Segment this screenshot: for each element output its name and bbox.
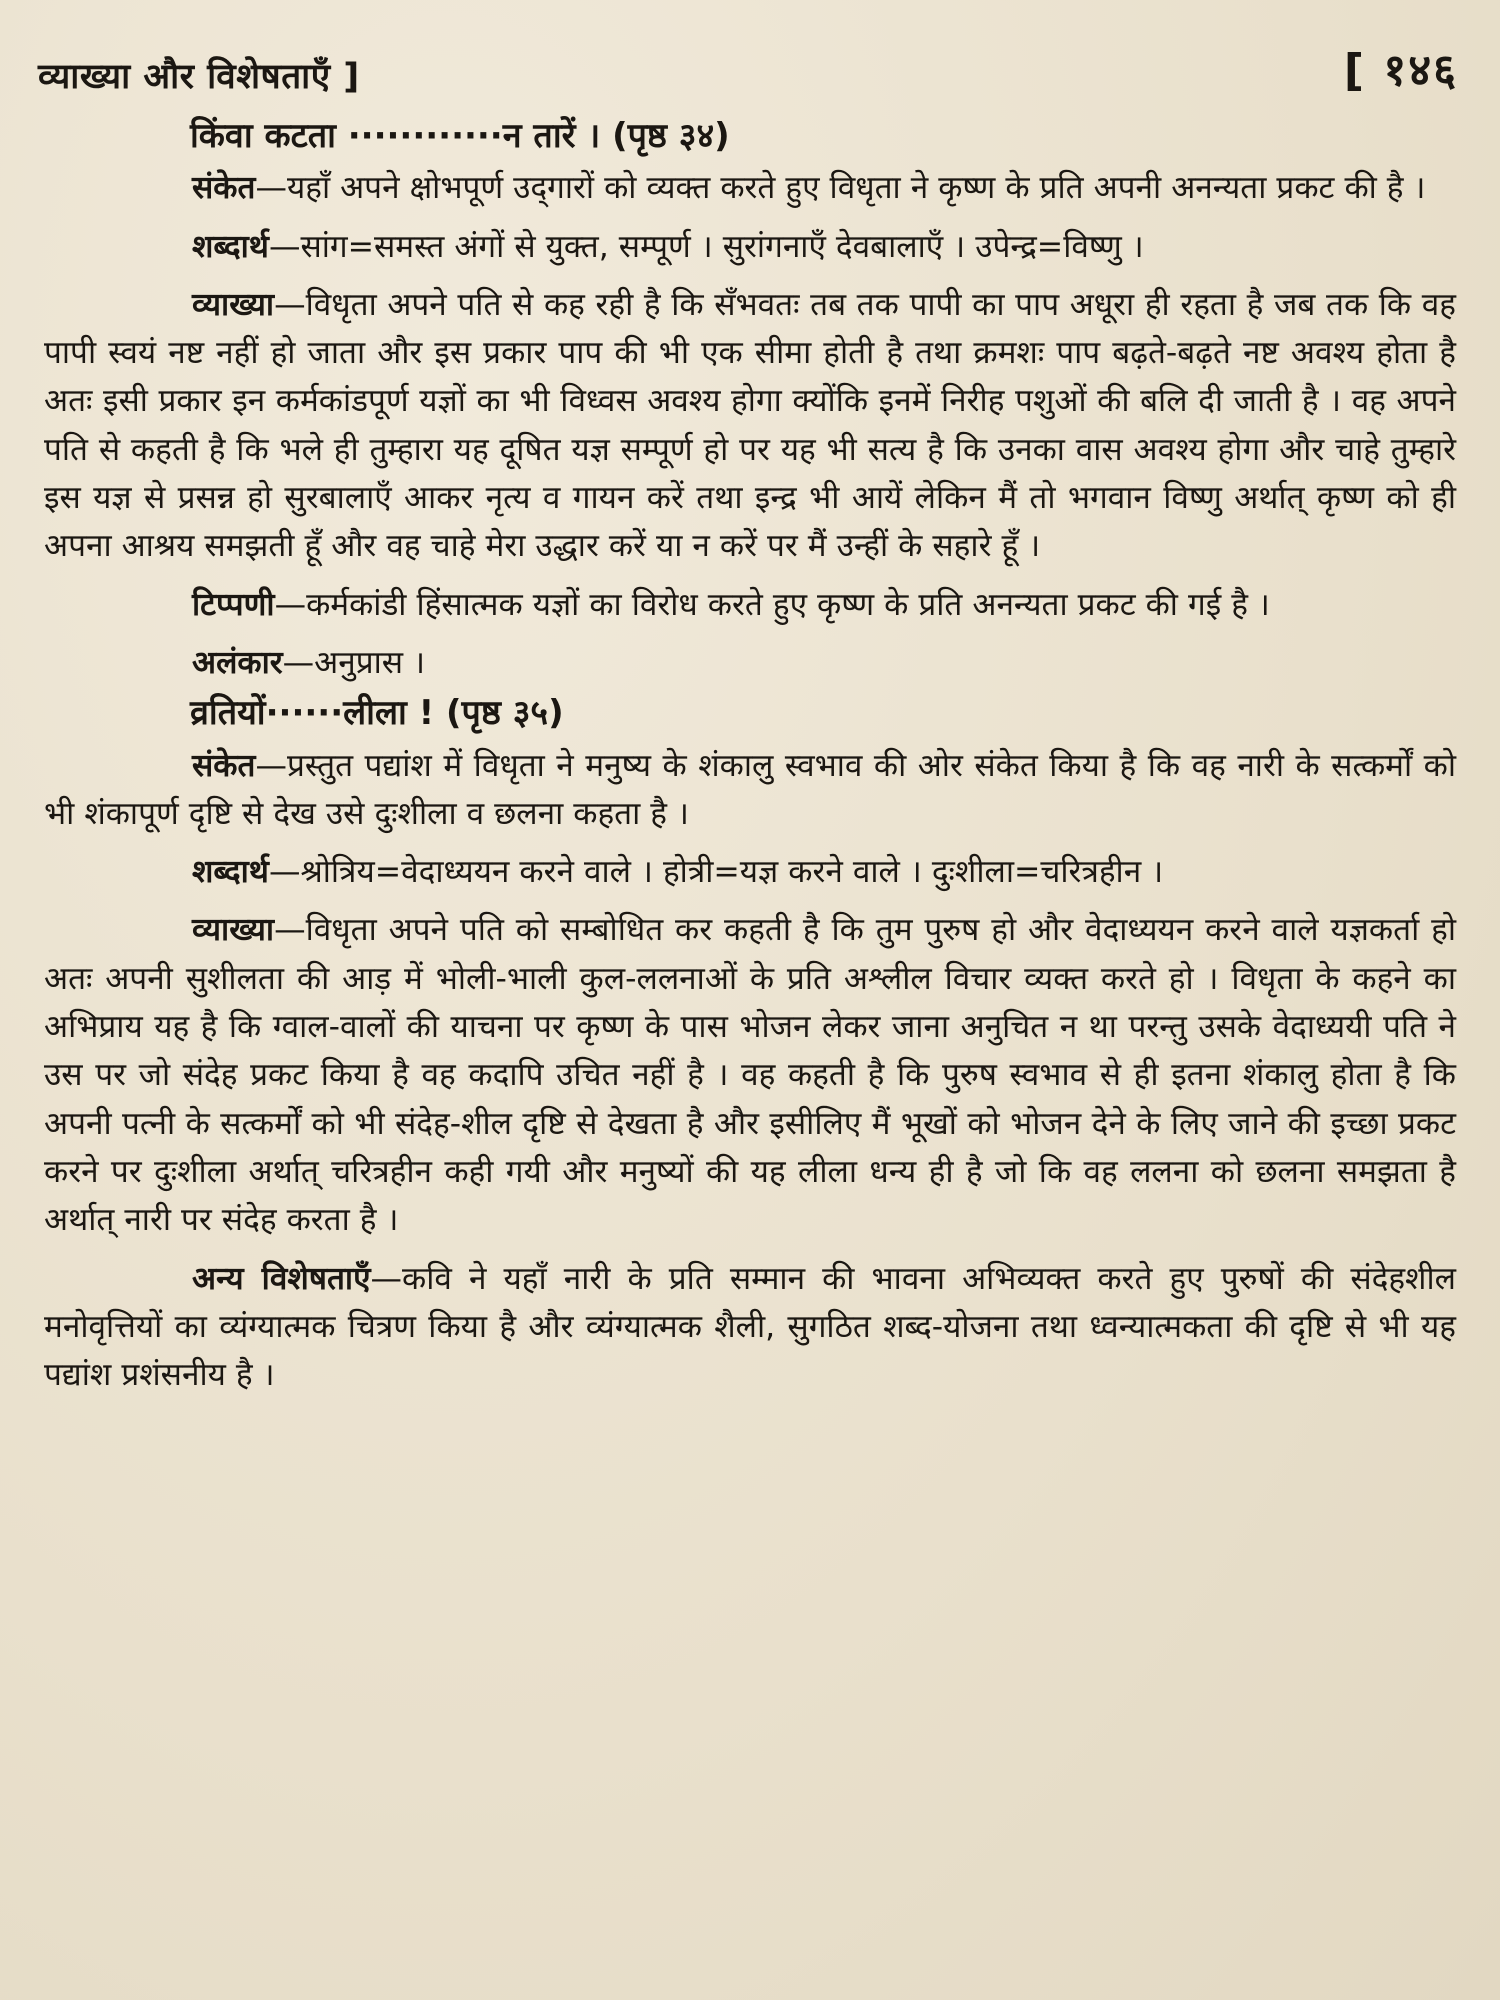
paragraph-text: —श्रोत्रिय=वेदाध्ययन करने वाले । होत्री=यज्ञ करने वाले । दुःशीला=चरित्रहीन । [268,854,1164,891]
running-head: व्याख्या और विशेषताएँ ] [38,57,360,97]
body-text [44,112,1456,1409]
paragraph-label: टिप्पणी [192,586,275,623]
verse-heading: किंवा कटता ············न तारें । (पृष्ठ ३४) [190,116,730,156]
paragraph-shabdarth [44,848,1456,896]
paragraph-text: —कर्मकांडी हिंसात्मक यज्ञों का विरोध करते हुए कृष्ण के प्रति अनन्यता प्रकट की गई है । [274,586,1270,623]
paragraph-label: संकेत [192,170,256,207]
paragraph-text: —कवि ने यहाँ नारी के प्रति सम्मान की भावना अभिव्यक्त करते हुए पुरुषों की संदेहशील मनोवृत्तियों का व्यंग्यात्मक चित्रण किया है और व्यंग्यात्मक शैली, सुगठित शब्द-योजना तथा ध्वन्यात्मकता की दृष्टि से भी यह पद्यांश प्रशंसनीय है । [44,1260,1456,1394]
paragraph-label: अन्य विशेषताएँ [192,1260,371,1297]
paragraph-label: शब्दार्थ [192,854,269,891]
paragraph-sanket [44,742,1456,839]
paragraph-shabdarth [44,223,1456,271]
page-number: [ १४६ [1343,45,1458,96]
paragraph-text: —विधृता अपने पति को सम्बोधित कर कहती है कि तुम पुरुष हो और वेदाध्ययन करने वाले यज्ञकर्ता हो अतः अपनी सुशीलता की आड़ में भोली-भाली कुल-ललनाओं के प्रति अश्लील विचार व्यक्त करते हो । विधृता के कहने का अभिप्राय यह है कि ग्वाल-वालों की याचना पर कृष्ण के पास भोजन लेकर जाना अनुचित न था परन्तु उसके वेदाध्ययी पति ने उस पर जो संदेह प्रकट किया है वह कदापि उचित नहीं है । वह कहती है कि पुरुष स्वभाव से ही इतना शंकालु होता है कि अपनी पत्नी के सत्कर्मों को भी संदेह-शील दृष्टि से देखता है और इसीलिए मैं भूखों को भोजन देने के लिए जाने की इच्छा प्रकट करने पर दुःशीला अर्थात् चरित्रहीन कही गयी और मनुष्यों की यह लीला धन्य ही है जो कि वह ललना को छलना समझता है अर्थात् नारी पर संदेह करता है । [44,912,1456,1239]
paragraph-sanket [44,164,1456,212]
paragraph-label: संकेत [192,747,256,784]
paragraph-alankar [44,639,1456,687]
paragraph-text: —प्रस्तुत पद्यांश में विधृता ने मनुष्य के शंकालु स्वभाव की ओर संकेत किया है कि वह नारी के सत्कर्मों को भी शंकापूर्ण दृष्टि से देख उसे दुःशीला व छलना कहता है । [44,747,1456,832]
paragraph-text: —अनुप्रास । [282,644,426,681]
page-header [22,28,1470,97]
paragraph-text: —सांग=समस्त अंगों से युक्त, सम्पूर्ण । सुरांगनाएँ देवबालाएँ । उपेन्द्र=विष्णु । [268,228,1144,265]
paragraph-text: —विधृता अपने पति से कह रही है कि सँभवतः तब तक पापी का पाप अधूरा ही रहता है जब तक कि वह पापी स्वयं नष्ट नहीं हो जाता और इस प्रकार पाप की भी एक सीमा होती है तथा क्रमशः पाप बढ़ते-बढ़ते नष्ट अवश्य होता है अतः इसी प्रकार इन कर्मकांडपूर्ण यज्ञों का भी विध्वस अवश्य होगा क्योंकि इनमें निरीह पशुओं की बलि दी जाती है । वह अपने पति से कहती है कि भले ही तुम्हारा यह दूषित यज्ञ सम्पूर्ण हो पर यह भी सत्य है कि उनका वास अवश्य होगा और चाहे तुम्हारे इस यज्ञ से प्रसन्न हो सुरबालाएँ आकर नृत्य व गायन करें तथा इन्द्र भी आयें लेकिन मैं तो भगवान विष्णु अर्थात् कृष्ण को ही अपना आश्रय समझती हूँ और वह चाहे मेरा उद्धार करें या न करें पर मैं उन्हीं के सहारे हूँ । [44,286,1456,565]
paragraph-label: व्याख्या [192,286,275,323]
paragraph-anya-visheshtayen [44,1255,1456,1400]
paragraph-vyakhya [44,906,1456,1244]
verse-heading: व्रतियों······लीला ! (पृष्ठ ३५) [190,693,564,734]
paragraph-label: अलंकार [192,644,283,681]
paragraph-label: शब्दार्थ [192,228,269,265]
paragraph-vyakhya [44,281,1456,571]
paragraph-text: —यहाँ अपने क्षोभपूर्ण उद्‌गारों को व्यक्त करते हुए विधृता ने कृष्ण के प्रति अपनी अनन्यता प्रकट की है । [255,170,1426,207]
paragraph-tippani [44,581,1456,629]
paragraph-label: व्याख्या [192,912,275,949]
